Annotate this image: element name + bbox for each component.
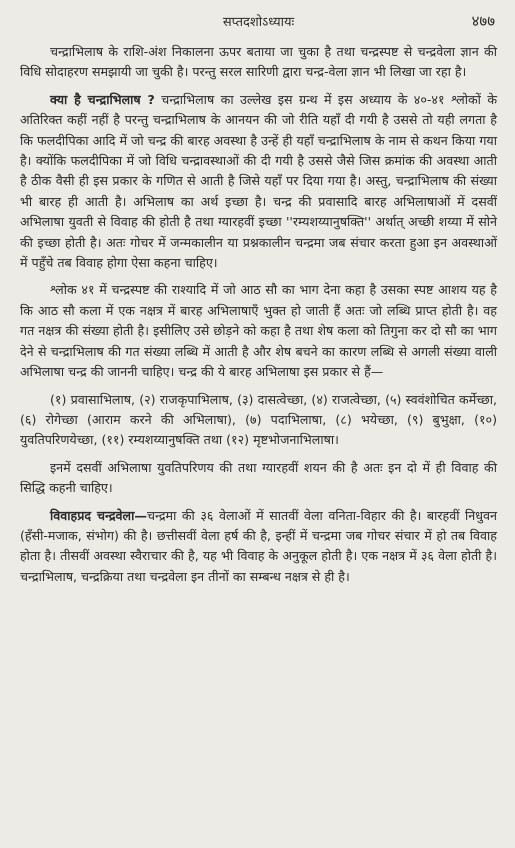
paragraph-5-text: इनमें दसवीं अभिलाषा युवतिपरिणय की तथा ग्यारहवीं शयन की है अतः इन दो में ही विवाह की सिद्धि कहनी चाहिए। xyxy=(20,459,497,496)
body-text xyxy=(20,42,497,587)
section-heading-chandrabhilash: क्या है चन्द्राभिलाष ? xyxy=(50,91,155,107)
paragraph-6 xyxy=(20,506,497,588)
abhilasha-list xyxy=(20,390,497,451)
paragraph-2 xyxy=(20,90,497,274)
abhilasha-list-text: (१) प्रवासाभिलाष, (२) राजकृपाभिलाष, (३) दासत्वेच्छा, (४) राजत्वेच्छा, (५) स्ववंशोचित कर्मेच्छा, (६) रोगेच्छा (आराम करने की अभिलाषा), (७) पदाभिलाषा, (८) भयेच्छा, (९) बुभुक्षा, (१०) युवतिपरिणयेच्छा, (११) रम्यशय्यानुषक्ति तथा (१२) मृष्टभोजनाभिलाषा। xyxy=(20,391,497,448)
paragraph-5 xyxy=(20,458,497,499)
chapter-title: सप्तदशोऽध्यायः xyxy=(222,15,295,30)
page-number: ४७७ xyxy=(471,12,495,30)
page-header xyxy=(20,10,497,38)
paragraph-1-text: चन्द्राभिलाष के राशि-अंश निकालना ऊपर बताया जा चुका है तथा चन्द्रस्पष्ट से चन्द्रवेला ज्ञान की विधि सोदाहरण समझायी जा चुकी है। परन्तु सरल सारिणी द्वारा चन्द्र-वेला ज्ञान भी लिखा जा रहा है। xyxy=(20,44,497,80)
paragraph-6-text: चन्द्रमा की ३६ वेलाओं में सातवीं वेला वनिता-विहार की है। बारहवीं निधुवन (हँसी-मजाक, संभोग) की है। छत्तीसवीं वेला हर्ष की है, इन्हीं में चन्द्रमा जब गोचर संचार में हो तब विवाह होता है। तीसवीं अवस्था स्वैराचार की है, यह भी विवाह के अनुकूल होती है। एक नक्षत्र में ३६ वेला होती है। चन्द्राभिलाष, चन्द्रक्रिया तथा चन्द्रवेला इन तीनों का सम्बन्ध नक्षत्र से ही है। xyxy=(20,507,497,584)
paragraph-2-text: चन्द्राभिलाष का उल्लेख इस ग्रन्थ में इस अध्याय के ४०-४१ श्लोकों के अतिरिक्त कहीं नहीं है परन्तु चन्द्राभिलाष के आनयन की जो रीति यहाँ दी गयी है उससे तो यही लगता है कि फलदीपिका आदि में जो चन्द्र की बारह अवस्था है उन्हें ही यहाँ चन्द्राभिलाष के नाम से कथन किया गया है। क्योंकि फलदीपिका में जो विधि चन्द्रावस्थाओं की दी गयी है उससे जैसे जिस क्रमांक की अवस्था आती है ठीक वैसी ही इस प्रकार के गणित से आती है जिसे यहाँ पर दिया गया है। अस्तु, चन्द्राभिलाष की संख्या भी बारह ही आती है। अभिलाष का अर्थ इच्छा है। चन्द्र की प्रवासादि बारह अभिलाषाओं में दसवीं अभिलाषा युवती से विवाह की होती है तथा ग्यारहवीं इच्छा ''रम्यशय्यानुषक्ति'' अर्थात् अच्छी शय्या में सोने की इच्छा होती है। अतः गोचर में जन्मकालीन या प्रश्नकालीन चन्द्रमा जब संचार करता हुआ इन अवस्थाओं में पहुँचे तब विवाह होगा ऐसा कहना चाहिए। xyxy=(20,91,497,271)
paragraph-3 xyxy=(20,280,497,382)
paragraph-3-text: श्लोक ४१ में चन्द्रस्पष्ट की राश्यादि में जो आठ सौ का भाग देना कहा है उसका स्पष्ट आशय यह है कि आठ सौ कला में एक नक्षत्र में बारह अभिलाषाएँ भुक्त हो जाती हैं अतः जो लब्धि प्राप्त होती है। वह गत नक्षत्र की संख्या होती है। इसीलिए उसे छोड़ने को कहा है तथा शेष कला को तिगुना कर दो सौ का भाग देने से चन्द्राभिलाष की गत संख्या लब्धि में आती है और शेष बचने का कारण लब्धि से अगली संख्या वाली अभिलाषा चन्द्र की जाननी चाहिए। चन्द्र की ये बारह अभिलाषा इस प्रकार से हैं— xyxy=(20,282,497,380)
section-heading-vivahprad: विवाहप्रद चन्द्रवेला— xyxy=(50,507,147,523)
paragraph-1 xyxy=(20,42,497,83)
